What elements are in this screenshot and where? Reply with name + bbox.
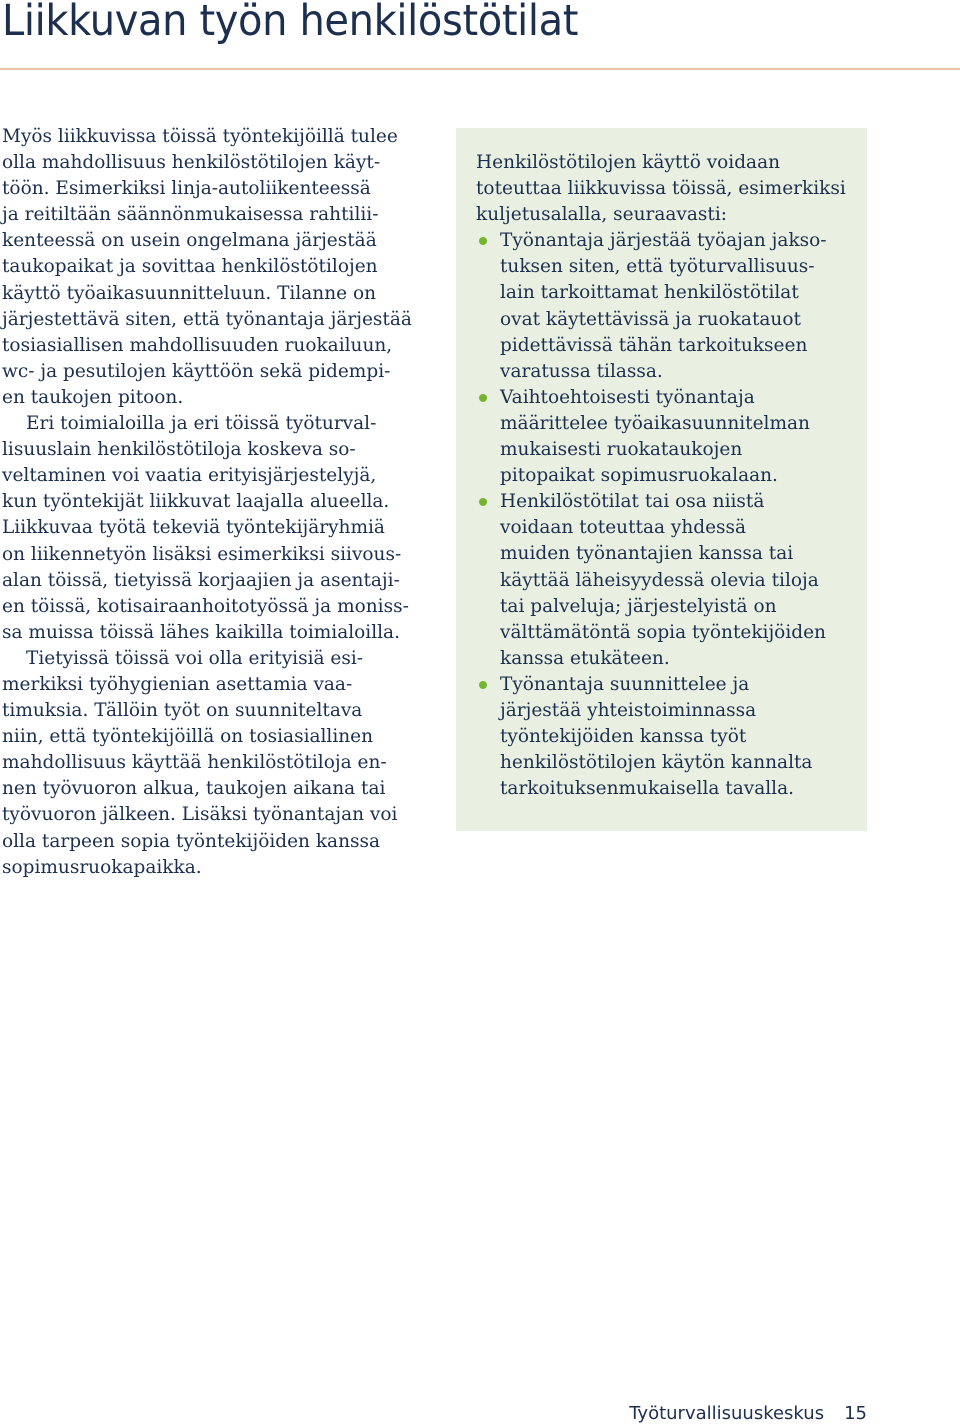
body-text-line: en töissä, kotisairaanhoitotyössä ja moniss- xyxy=(2,595,409,617)
bullet-text-line: tai palveluja; järjestelyistä on xyxy=(500,595,777,617)
body-text-line: Eri toimialoilla ja eri töissä työturval- xyxy=(26,413,377,435)
body-text-line: työvuoron jälkeen. Lisäksi työnantajan voi xyxy=(2,804,398,826)
body-text-line: en taukojen pitoon. xyxy=(2,386,184,408)
body-text-line: taukopaikat ja sovittaa henkilöstötilojen xyxy=(2,256,378,278)
bullet-text-line: määrittelee työaikasuunnitelman xyxy=(500,412,810,434)
bullet-text-line: muiden työnantajien kanssa tai xyxy=(500,543,794,565)
body-text-line: olla mahdollisuus henkilöstötilojen käyt- xyxy=(2,152,381,174)
bullet-text-line: työntekijöiden kanssa työt xyxy=(500,726,747,748)
bullet-text-line: Työnantaja suunnittelee ja xyxy=(500,673,750,695)
body-text-line: lisuuslain henkilöstötiloja koskeva so- xyxy=(2,439,356,461)
bullet-item xyxy=(476,228,861,385)
page-number: 15 xyxy=(844,1403,867,1424)
bullet-item xyxy=(476,385,861,489)
bullet-text-line: järjestää yhteistoiminnassa xyxy=(500,699,757,721)
body-text-line: mahdollisuus käyttää henkilöstötiloja en- xyxy=(2,752,387,774)
body-text-line: kun työntekijät liikkuvat laajalla alueella. xyxy=(2,491,390,513)
bullet-item xyxy=(476,489,861,672)
body-text-line: niin, että työntekijöillä on tosiasiallinen xyxy=(2,726,374,748)
body-text-line: kenteessä on usein ongelmana järjestää xyxy=(2,230,377,252)
bullet-text-line: voidaan toteuttaa yhdessä xyxy=(500,517,747,539)
bullet-text-line: mukaisesti ruokataukojen xyxy=(500,439,743,461)
bullet-text-line: ovat käytettävissä ja ruokatauot xyxy=(500,308,801,330)
body-text-line: ja reitiltään säännönmukaisessa rahtilii- xyxy=(2,204,379,226)
bullet-text-line: Työnantaja järjestää työajan jakso- xyxy=(500,230,827,252)
sidebar-intro-line: Henkilöstötilojen käyttö voidaan xyxy=(476,152,781,173)
bullet-text-line: välttämätöntä sopia työntekijöiden xyxy=(500,621,826,643)
body-text-line: alan töissä, tietyissä korjaajien ja asentaji- xyxy=(2,569,400,591)
title-divider xyxy=(0,68,960,70)
body-text-line: käyttö työaikasuunnitteluun. Tilanne on xyxy=(2,282,377,304)
bullet-text-line: tuksen siten, että työturvallisuus- xyxy=(500,256,815,278)
page-footer xyxy=(629,1403,867,1424)
bullet-dot-icon xyxy=(479,394,487,402)
bullet-dot-icon xyxy=(479,237,487,245)
body-text-line: olla tarpeen sopia työntekijöiden kanssa xyxy=(2,830,381,852)
info-sidebar-box xyxy=(456,128,867,831)
body-text-line: Tietyissä töissä voi olla erityisiä esi- xyxy=(26,647,364,669)
sidebar-bullet-list xyxy=(476,228,861,802)
body-text-line: Liikkuvaa työtä tekeviä työntekijäryhmiä xyxy=(2,517,385,539)
bullet-dot-icon xyxy=(479,681,487,689)
bullet-text-line: käyttää läheisyydessä olevia tiloja xyxy=(500,569,819,591)
sidebar-content xyxy=(476,150,861,802)
bullet-text-line: Henkilöstötilat tai osa niistä xyxy=(500,491,765,513)
body-text-line: on liikennetyön lisäksi esimerkiksi siivous- xyxy=(2,543,402,565)
main-text-column xyxy=(2,124,414,881)
footer-publisher: Työturvallisuuskeskus xyxy=(629,1403,825,1424)
bullet-text-line: varatussa tilassa. xyxy=(500,360,663,382)
bullet-text-line: pitopaikat sopimusruokalaan. xyxy=(500,465,778,487)
bullet-text-line: Vaihtoehtoisesti työnantaja xyxy=(500,386,755,408)
body-text-line: timuksia. Tällöin työt on suunniteltava xyxy=(2,700,363,722)
sidebar-intro-line: toteuttaa liikkuvissa töissä, esimerkiksi xyxy=(476,178,846,200)
bullet-dot-icon xyxy=(479,498,487,506)
body-text-line: nen työvuoron alkua, taukojen aikana tai xyxy=(2,778,386,800)
bullet-text-line: lain tarkoittamat henkilöstötilat xyxy=(500,282,799,304)
bullet-text-line: henkilöstötilojen käytön kannalta xyxy=(500,752,813,774)
body-text-line: wc- ja pesutilojen käyttöön sekä pidempi- xyxy=(2,360,391,382)
page-title: Liikkuvan työn henkilöstötilat xyxy=(2,0,579,46)
body-text-line: sa muissa töissä lähes kaikilla toimialoilla. xyxy=(2,621,400,643)
bullet-item xyxy=(476,672,861,802)
sidebar-intro xyxy=(476,150,861,228)
body-text-line: töön. Esimerkiksi linja-autoliikenteessä xyxy=(2,178,371,200)
body-text-line: veltaminen voi vaatia erityisjärjestelyjä, xyxy=(2,465,377,487)
bullet-text-line: kanssa etukäteen. xyxy=(500,647,670,669)
body-text-line: merkiksi työhygienian asettamia vaa- xyxy=(2,673,353,695)
bullet-text-line: pidettävissä tähän tarkoitukseen xyxy=(500,334,808,356)
bullet-text-line: tarkoituksenmukaisella tavalla. xyxy=(500,778,794,800)
body-text-line: järjestettävä siten, että työnantaja järjestää xyxy=(2,308,412,330)
body-text-line: Myös liikkuvissa töissä työntekijöillä tulee xyxy=(2,126,398,147)
body-text-line: tosiasiallisen mahdollisuuden ruokailuun, xyxy=(2,334,393,356)
sidebar-intro-line: kuljetusalalla, seuraavasti: xyxy=(476,204,727,226)
body-text-line: sopimusruokapaikka. xyxy=(2,856,202,878)
